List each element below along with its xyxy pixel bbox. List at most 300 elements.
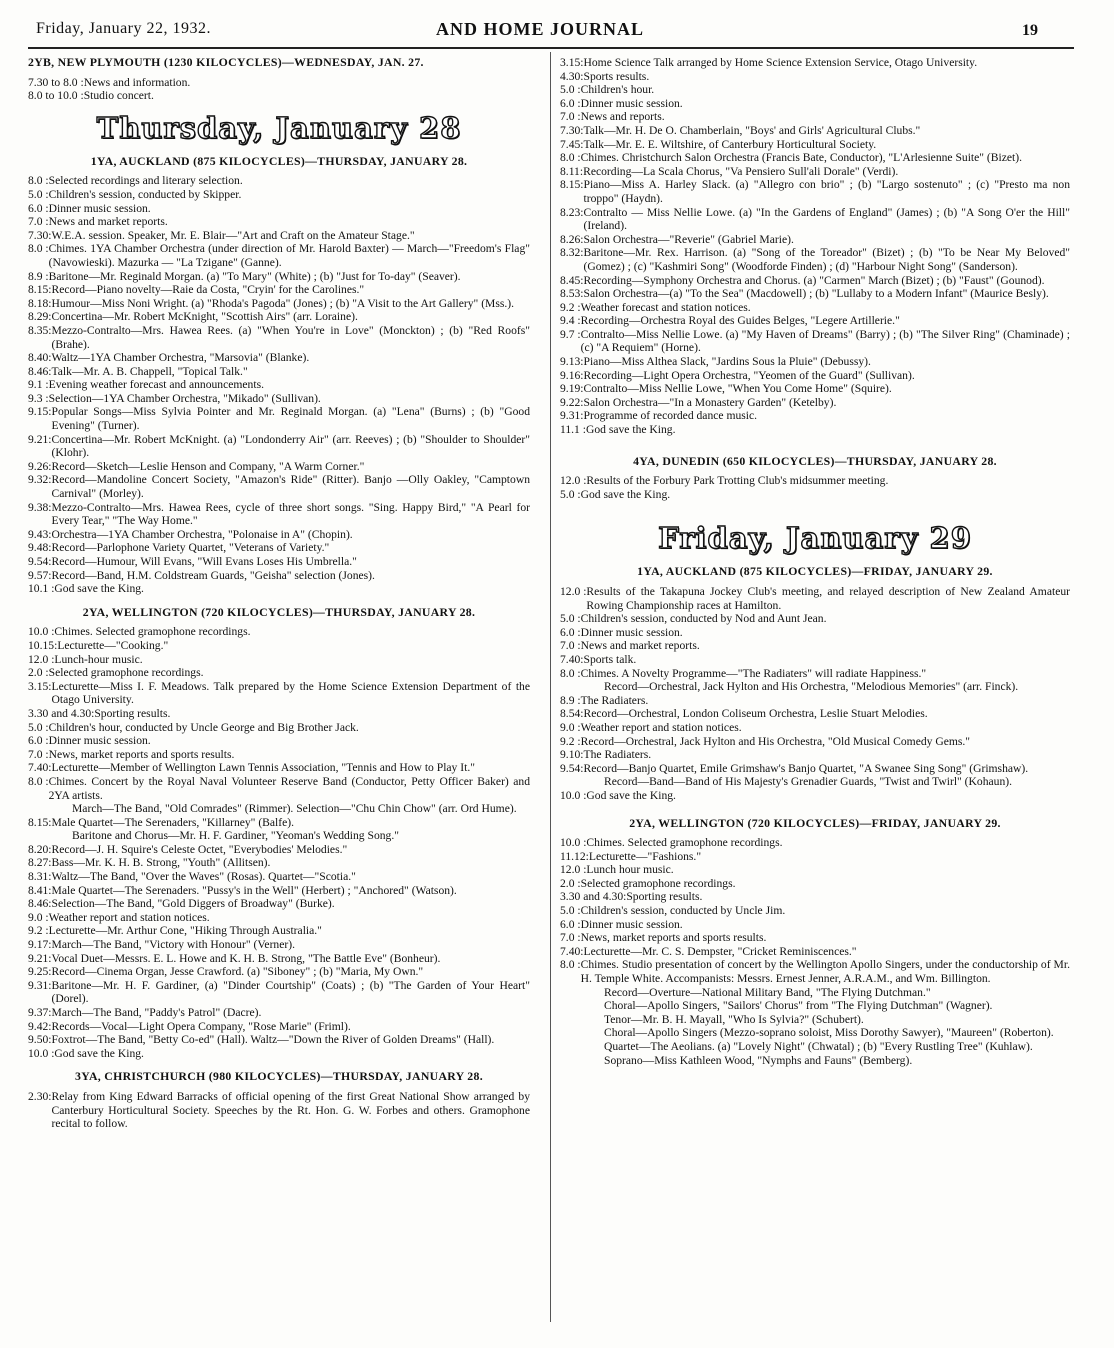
program-description: Baritone—Mr. Reginald Morgan. (a) "To Mary" (White) ; (b) "Just for To-day" (Seaver). [48, 269, 461, 283]
program-time: 8.0 : [560, 958, 581, 972]
program-item [560, 246, 1070, 273]
program-time: 8.11: [560, 164, 584, 178]
program-item [28, 639, 530, 653]
program-description: News and information. [83, 75, 191, 89]
program-description: Talk—Mr. E. E. Wiltshire, of Canterbury Horticultural Society. [583, 137, 877, 151]
program-description: Baritone—Mr. H. F. Gardiner, (a) "Dinder Courtship" (Coats) ; (b) "The Garden of Your Heart" (Dorel). [51, 978, 530, 1006]
program-description: News and reports. [580, 110, 665, 124]
program-time: 10.0 : [28, 625, 55, 639]
program-item [560, 369, 1070, 383]
program-time: 9.22: [560, 395, 584, 409]
program-description: Recording—Symphony Orchestra and Chorus. (a) "Carmen" March (Bizet) ; (b) "Faust" (Gounod). [583, 273, 1045, 287]
program-time: 8.41: [28, 883, 52, 897]
program-item [28, 1090, 530, 1131]
program-time: 6.0 : [560, 96, 581, 110]
day-heading-friday: Friday, January 29 [658, 521, 972, 556]
program-time: 7.30: [560, 123, 584, 137]
program-time: 6.0 : [560, 917, 581, 931]
program-description: News, market reports and sports results. [580, 931, 767, 945]
program-time: 9.17: [28, 938, 52, 952]
program-time: 9.0 : [560, 720, 581, 734]
header-rule [28, 47, 1074, 49]
program-description: Weather report and station notices. [48, 910, 210, 924]
program-item [560, 70, 1070, 84]
program-item [28, 365, 530, 379]
program-time: 8.31: [28, 870, 52, 884]
program-item [28, 884, 530, 898]
program-description: Chimes. Christchurch Salon Orchestra (Francis Bate, Conductor), "L'Arlesienne Suite" (Bizet). [580, 151, 1023, 165]
program-item [560, 474, 1070, 488]
program-subitem: Baritone and Chorus—Mr. H. F. Gardiner, "Yeoman's Wedding Song." [72, 829, 399, 843]
program-item [28, 761, 530, 775]
program-item [560, 836, 1070, 850]
program-time: 12.0 : [560, 474, 587, 488]
program-time: 10.0 : [560, 788, 587, 802]
program-description: Selected gramophone recordings. [48, 666, 204, 680]
program-item [28, 748, 530, 762]
station-heading-2ya: 2YA, WELLINGTON (720 KILOCYCLES)—THURSDAY, JANUARY 28. [82, 604, 476, 619]
program-time: 5.0 : [560, 904, 581, 918]
program-item [28, 666, 530, 680]
program-time: 4.30: [560, 69, 584, 83]
program-time: 9.4 : [560, 314, 581, 328]
program-item [560, 890, 1070, 904]
program-item [28, 856, 530, 870]
program-item [560, 409, 1070, 423]
program-time: 7.30 to 8.0 : [28, 75, 84, 89]
program-time: 9.38: [28, 500, 52, 514]
program-description: Dinner music session. [580, 625, 683, 639]
left-column [28, 56, 530, 1131]
program-item [28, 460, 530, 474]
program-list-1ya-friday [560, 585, 1070, 803]
program-item [28, 528, 530, 542]
program-time: 12.0 : [28, 652, 55, 666]
program-time: 8.32: [560, 246, 584, 260]
column-divider [550, 52, 551, 1322]
program-description: Sporting results. [94, 706, 171, 720]
station-heading-1ya: 1YA, AUCKLAND (875 KILOCYCLES)—THURSDAY, JANUARY 28. [90, 153, 468, 168]
program-item [28, 310, 530, 324]
program-time: 9.42: [28, 1019, 52, 1033]
program-description: God save the King. [54, 582, 144, 596]
program-item [28, 965, 530, 979]
program-description: Waltz—1YA Chamber Orchestra, "Marsovia" (Blanke). [51, 351, 310, 365]
program-time: 9.57: [28, 568, 52, 582]
program-description: Salon Orchestra—"Reverie" (Gabriel Marie). [583, 232, 794, 246]
program-item [560, 877, 1070, 891]
program-time: 8.29: [28, 310, 52, 324]
program-time: 9.54: [560, 761, 584, 775]
program-item [560, 178, 1070, 205]
program-time: 5.0 : [560, 612, 581, 626]
program-time: 9.0 : [28, 910, 49, 924]
program-time: 9.37: [28, 1006, 52, 1019]
program-time: 8.0 : [560, 151, 581, 165]
program-description: March—The Band, "Victory with Honour" (Verner). [51, 938, 295, 952]
program-description: Selected recordings and literary selection. [48, 174, 243, 188]
program-time: 7.0 : [28, 747, 49, 761]
program-item [28, 843, 530, 857]
program-description: Recording—Orchestra Royal des Guides Belges, "Legere Artillerie." [580, 314, 900, 328]
program-time: 9.7 : [560, 327, 581, 341]
program-item [28, 297, 530, 311]
station-heading-2yb: 2YB, NEW PLYMOUTH (1230 KILOCYCLES)—WEDNESDAY, JAN. 27. [28, 55, 424, 69]
program-description: W.E.A. session. Speaker, Mr. E. Blair—"Art and Craft on the Amateur Stage." [51, 228, 415, 242]
program-list-2ya-friday [560, 836, 1070, 1067]
program-time: 9.50: [28, 1033, 52, 1047]
program-description: Baritone—Mr. Rex. Harrison. (a) "Song of the Toreador" (Bizet) ; (b) "To be Near My Beloved" (Gomez) ; (c) "Kashmiri Song" (Woodforde Finden) ; (d) "Harbour Night Song" (Sanderson). [583, 246, 1070, 273]
program-item [28, 405, 530, 432]
program-description: Salon Orchestra—(a) "To the Sea" (Macdowell) ; (b) "Lullaby to a Modern Infant" (Maurice Besly). [583, 287, 1049, 301]
program-item [560, 328, 1070, 355]
program-time: 9.19: [560, 382, 584, 396]
program-description: Orchestra—1YA Chamber Orchestra, "Polonaise in A" (Chopin). [51, 527, 353, 541]
program-time: 8.9 : [28, 269, 49, 283]
program-time: 8.20: [28, 842, 52, 856]
program-list-1ya [28, 174, 530, 595]
program-description: Selected gramophone recordings. [580, 876, 736, 890]
program-time: 8.15: [28, 283, 52, 297]
program-item [28, 734, 530, 748]
program-item [28, 324, 530, 351]
program-item [28, 1033, 530, 1047]
program-description: Chimes. Studio presentation of concert by the Wellington Apollo Singers, under the conductorship of Mr. H. Temple White. Accompanists: Messrs. Ernest Jenner, A.R.A.M., and Wm. Billington. [580, 958, 1070, 986]
program-time: 8.0 : [28, 174, 49, 188]
program-description: Contralto—Miss Nellie Lowe, "When You Come Home" (Squire). [583, 382, 892, 396]
program-time: 12.0 : [560, 863, 587, 877]
program-description: Mezzo-Contralto—Mrs. Hawea Rees. (a) "When You're in Love" (Monckton) ; (b) "Red Roofs" (Brahe). [51, 323, 530, 351]
program-description: Chimes. Selected gramophone recordings. [54, 625, 251, 639]
program-time: 8.18: [28, 296, 52, 310]
program-time: 7.30: [28, 228, 52, 242]
program-item [560, 301, 1070, 315]
program-description: Talk—Mr. A. B. Chappell, "Topical Talk." [51, 364, 248, 378]
program-description: Dinner music session. [48, 734, 151, 748]
program-item [560, 233, 1070, 247]
program-item [28, 911, 530, 925]
program-description: Studio concert. [83, 89, 154, 103]
program-item [560, 639, 1070, 653]
program-description: Concertina—Mr. Robert McKnight. (a) "Londonderry Air" (arr. Reeves) ; (b) "Shoulder to Shoulder" (Klohr). [51, 432, 530, 460]
day-heading-thursday: Thursday, January 28 [96, 110, 462, 145]
program-time: 2.0 : [28, 666, 49, 680]
program-item [560, 355, 1070, 369]
program-description: Lecturette—"Cooking." [57, 638, 169, 652]
program-time: 7.0 : [560, 110, 581, 124]
program-description: Selection—1YA Chamber Orchestra, "Mikado" (Sullivan). [48, 391, 321, 405]
program-description: The Radiaters. [583, 748, 652, 762]
program-description: Humour—Miss Noni Wright. (a) "Rhoda's Pagoda" (Jones) ; (b) "A Visit to the Art Gallery" (Mss.). [51, 296, 515, 310]
program-item [28, 378, 530, 392]
program-description: Vocal Duet—Messrs. E. L. Howe and K. H. B. Strong, "The Battle Eve" (Bonheur). [51, 951, 441, 965]
program-time: 8.15: [28, 815, 52, 829]
program-time: 7.0 : [560, 639, 581, 653]
program-description: Record—Orchestral, London Coliseum Orchestra, Leslie Stuart Melodies. [583, 707, 928, 721]
program-time: 8.45: [560, 273, 584, 287]
program-item [28, 501, 530, 528]
program-item [560, 382, 1070, 396]
program-list-2ya [28, 625, 530, 1060]
program-description: News, market reports and sports results. [48, 747, 235, 761]
program-item [28, 870, 530, 884]
program-time: 10.15: [28, 638, 58, 652]
program-description: Record—Band, H.M. Coldstream Guards, "Geisha" selection (Jones). [51, 568, 375, 582]
program-item [28, 569, 530, 583]
program-time: 9.26: [28, 459, 52, 473]
program-description: Weather forecast and station notices. [580, 300, 751, 314]
program-description: Dinner music session. [580, 917, 683, 931]
program-item [28, 707, 530, 721]
program-description: Record—Piano novelty—Raie da Costa, "Cryin' for the Carolines." [51, 283, 365, 297]
issue-date: Friday, January 22, 1932. [36, 20, 211, 37]
station-heading-4ya: 4YA, DUNEDIN (650 KILOCYCLES)—THURSDAY, JANUARY 28. [633, 453, 997, 468]
program-time: 9.25: [28, 965, 52, 979]
program-time: 2.30: [28, 1089, 52, 1103]
program-time: 10.0 : [28, 1046, 55, 1060]
program-description: Chimes. Concert by the Royal Naval Volunteer Reserve Band (Conductor, Petty Officer Baker) and 2YA artists. [48, 774, 530, 802]
program-description: Record—Humour, Will Evans, "Will Evans Loses His Umbrella." [51, 555, 357, 568]
program-description: Male Quartet—The Serenaders, "Killarney" (Balfe). [51, 815, 295, 829]
program-description: Talk—Mr. H. De O. Chamberlain, "Boys' and Girls' Agricultural Clubs." [583, 123, 921, 137]
program-description: Children's hour, conducted by Uncle George and Big Brother Jack. [48, 720, 359, 734]
program-time: 9.10: [560, 748, 584, 762]
program-item [560, 653, 1070, 667]
program-description: Records—Vocal—Light Opera Company, "Rose Marie" (Friml). [51, 1019, 351, 1033]
program-item [560, 97, 1070, 111]
program-description: Dinner music session. [48, 201, 151, 215]
program-time: 3.30 and 4.30: [560, 890, 627, 904]
program-time: 9.31: [28, 978, 52, 992]
program-description: Recording—La Scala Chorus, "Va Pensiero Sull'ali Dorale" (Verdi). [583, 164, 899, 178]
journal-title: AND HOME JOURNAL [436, 19, 644, 39]
program-time: 7.40: [28, 761, 52, 775]
program-time: 9.2 : [560, 300, 581, 314]
program-description: News and market reports. [48, 215, 168, 229]
program-time: 8.46: [28, 897, 52, 911]
program-time: 8.0 : [28, 774, 49, 788]
program-subitem: Record—Overture—National Military Band, "The Flying Dutchman." [604, 985, 931, 999]
program-item [28, 229, 530, 243]
program-description: Home Science Talk arranged by Home Science Extension Service, Otago University. [583, 56, 978, 69]
program-item [560, 721, 1070, 735]
program-time: 9.3 : [28, 391, 49, 405]
program-time: 2.0 : [560, 876, 581, 890]
program-item [560, 694, 1070, 708]
program-time: 7.0 : [28, 215, 49, 229]
program-item [28, 174, 530, 188]
program-description: Recording—Light Opera Orchestra, "Yeomen of the Guard" (Sullivan). [583, 368, 915, 382]
program-item [560, 165, 1070, 179]
program-time: 11.1 : [560, 423, 586, 437]
program-item [28, 582, 530, 596]
program-item [28, 283, 530, 297]
program-time: 8.23: [560, 205, 584, 219]
program-description: Male Quartet—The Serenaders. "Pussy's in the Well" (Herbert) ; "Anchored" (Watson). [51, 883, 457, 897]
program-time: 3.30 and 4.30: [28, 706, 95, 720]
program-time: 6.0 : [560, 625, 581, 639]
program-description: Dinner music session. [580, 96, 683, 110]
program-description: Results of the Forbury Park Trotting Club's midsummer meeting. [586, 474, 889, 488]
program-description: Record—J. H. Squire's Celeste Octet, "Everybodies' Melodies." [51, 842, 348, 856]
program-item [560, 850, 1070, 864]
station-heading-1ya-friday: 1YA, AUCKLAND (875 KILOCYCLES)—FRIDAY, JANUARY 29. [637, 564, 993, 579]
program-description: Sporting results. [626, 890, 703, 904]
program-item [560, 762, 1070, 776]
program-time: 8.0 : [560, 666, 581, 680]
program-time: 9.43: [28, 527, 52, 541]
program-item [560, 151, 1070, 165]
program-item [560, 110, 1070, 124]
program-description: Results of the Takapuna Jockey Club's meeting, and relayed description of New Zealand Amateur Rowing Championship races at Hamilton. [586, 585, 1070, 612]
program-description: Sports results. [583, 69, 650, 83]
program-description: Programme of recorded dance music. [583, 409, 758, 423]
program-time: 8.53: [560, 287, 584, 301]
program-item [28, 555, 530, 569]
program-time: 9.21: [28, 951, 52, 965]
program-item [560, 287, 1070, 301]
program-subitem: Record—Band—Band of His Majesty's Grenadier Guards, "Twist and Twirl" (Kohaun). [604, 775, 1013, 789]
program-subitem: Tenor—Mr. B. H. Mayall, "Who Is Sylvia?" (Schubert). [604, 1012, 864, 1026]
program-description: March—The Band, "Paddy's Patrol" (Dacre). [51, 1006, 262, 1019]
program-item [28, 653, 530, 667]
program-time: 6.0 : [28, 201, 49, 215]
program-description: Lunch-hour music. [54, 652, 143, 666]
program-item [28, 979, 530, 1006]
program-subitem: March—The Band, "Old Comrades" (Rimmer). Selection—"Chu Chin Chow" (arr. Ord Hume). [72, 802, 517, 816]
program-description: Children's session, conducted by Nod and Aunt Jean. [580, 612, 827, 626]
program-item [560, 735, 1070, 749]
program-item [28, 938, 530, 952]
program-item [28, 89, 530, 103]
program-item [560, 314, 1070, 328]
page-header [0, 0, 1114, 44]
program-time: 8.35: [28, 323, 52, 337]
program-item [28, 541, 530, 555]
program-description: God save the King. [585, 423, 676, 437]
program-item [560, 83, 1070, 97]
program-time: 10.0 : [560, 836, 587, 850]
program-description: Concertina—Mr. Robert McKnight, "Scottish Airs" (arr. Loraine). [51, 310, 358, 324]
program-item [28, 433, 530, 460]
program-description: Chimes. A Novelty Programme—"The Radiaters" will radiate Happiness." [580, 666, 927, 680]
program-item [28, 242, 530, 269]
program-description: Chimes. Selected gramophone recordings. [586, 836, 783, 850]
program-time: 9.13: [560, 355, 584, 369]
program-time: 12.0 : [560, 585, 587, 598]
program-item [28, 1047, 530, 1061]
program-item [28, 270, 530, 284]
program-time: 8.40: [28, 351, 52, 365]
program-item [28, 721, 530, 735]
program-item [28, 625, 530, 639]
program-time: 5.0 : [28, 720, 49, 734]
program-item [28, 392, 530, 406]
program-description: Record—Orchestral, Jack Hylton and His Orchestra, "Old Musical Comedy Gems." [580, 734, 971, 748]
program-description: Record—Sketch—Leslie Henson and Company, "A Warm Corner." [51, 459, 365, 473]
program-item [560, 789, 1070, 803]
program-description: Record—Cinema Organ, Jesse Crawford. (a) "Siboney" ; (b) "Maria, My Own." [51, 965, 424, 979]
program-description: Waltz—The Band, "Over the Waves" (Rosas). Quartet—"Scotia." [51, 870, 356, 884]
program-time: 8.9 : [560, 693, 581, 707]
program-item [28, 897, 530, 911]
program-description: Record—Mandoline Concert Society, "Amazon's Ride" (Ritter). Banjo —Olly Oakley, "Camptown Carnival" (Morley). [51, 473, 530, 501]
program-description: Foxtrot—The Band, "Betty Co-ed" (Hall). Waltz—"Down the River of Golden Dreams" (Hall). [51, 1033, 495, 1047]
program-time: 8.0 : [28, 242, 49, 256]
program-item [560, 931, 1070, 945]
program-description: Lunch hour music. [586, 863, 674, 877]
program-description: Piano—Miss A. Harley Slack. (a) "Allegro con brio" ; (b) "Largo sostenuto" ; (c) "Presto ma non troppo" (Haydn). [583, 178, 1070, 205]
program-item [28, 76, 530, 90]
program-item [560, 748, 1070, 762]
program-description: God save the King. [580, 487, 671, 501]
program-item [28, 202, 530, 216]
program-time: 7.40: [560, 652, 584, 666]
program-subitem: Choral—Apollo Singers, "Sailors' Chorus" from "The Flying Dutchman" (Wagner). [604, 999, 993, 1013]
program-time: 7.0 : [560, 931, 581, 945]
program-subitem: Record—Orchestral, Jack Hylton and His Orchestra, "Melodious Memories" (arr. Finck). [604, 680, 1019, 694]
program-item [560, 707, 1070, 721]
program-item [560, 274, 1070, 288]
program-time: 9.2 : [28, 924, 49, 938]
program-time: 8.27: [28, 856, 52, 870]
program-description: Lecturette—Mr. C. S. Dempster, "Cricket Reminiscences." [583, 944, 857, 958]
program-item [560, 138, 1070, 152]
program-description: Lecturette—"Fashions." [588, 849, 702, 863]
program-item [560, 396, 1070, 410]
program-time: 9.16: [560, 368, 584, 382]
program-item [560, 904, 1070, 918]
program-item [560, 56, 1070, 70]
program-item [28, 1006, 530, 1020]
right-column [560, 56, 1070, 1067]
program-description: The Radiaters. [580, 693, 649, 707]
program-time: 9.48: [28, 541, 52, 555]
program-description: Record—Parlophone Variety Quartet, "Veterans of Variety." [51, 541, 330, 555]
program-time: 8.54: [560, 707, 584, 721]
program-item [560, 488, 1070, 502]
program-item [560, 585, 1070, 612]
program-item [28, 215, 530, 229]
program-time: 3.15: [560, 56, 584, 69]
program-time: 8.46: [28, 364, 52, 378]
program-description: Sports talk. [583, 652, 637, 666]
program-time: 9.32: [28, 473, 52, 487]
program-list-4ya [560, 474, 1070, 501]
program-description: Children's session, conducted by Skipper. [48, 187, 242, 201]
program-item [560, 206, 1070, 233]
program-time: 11.12: [560, 849, 589, 863]
page-number: 19 [1022, 22, 1038, 39]
program-item [560, 124, 1070, 138]
program-item [28, 680, 530, 707]
program-description: Contralto—Miss Nellie Lowe. (a) "My Haven of Dreams" (Barry) ; (b) "The Silver Ring" (Chaminade) ; (c) "A Requiem" (Horne). [580, 327, 1070, 355]
program-list-3ya-continued [560, 56, 1070, 437]
program-item [560, 423, 1070, 437]
program-description: Piano—Miss Althea Slack, "Jardins Sous la Pluie" (Debussy). [583, 355, 871, 369]
program-item [28, 473, 530, 500]
program-item [28, 188, 530, 202]
program-time: 3.15: [28, 679, 52, 693]
program-list-2yb [28, 76, 530, 103]
program-time: 9.54: [28, 555, 52, 568]
program-description: Children's session, conducted by Uncle Jim. [580, 904, 786, 918]
program-subitem: Choral—Apollo Singers (Mezzo-soprano soloist, Miss Dorothy Sawyer), "Maureen" (Roberton). [604, 1026, 1054, 1040]
program-item [560, 918, 1070, 932]
program-item [560, 958, 1070, 985]
program-item [28, 816, 530, 830]
program-description: Popular Songs—Miss Sylvia Pointer and Mr. Reginald Morgan. (a) "Lena" (Burns) ; (b) "Good Evening" (Turner). [51, 405, 530, 433]
